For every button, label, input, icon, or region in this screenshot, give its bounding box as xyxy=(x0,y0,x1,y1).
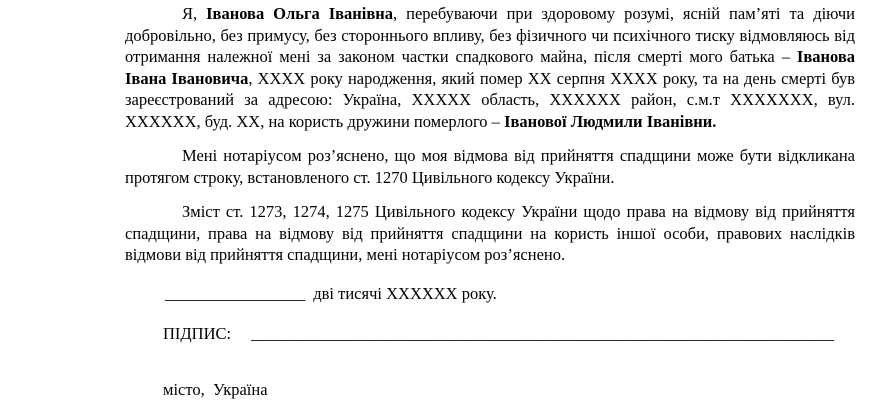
signature-label: ПІДПИС: xyxy=(163,324,232,343)
paragraph-declaration xyxy=(125,3,855,132)
document-content xyxy=(125,3,855,400)
city-country-line: місто, Україна xyxy=(163,379,268,399)
date-line xyxy=(125,283,855,305)
beneficiary-name: Іванової Людмили Іванівни. xyxy=(504,111,717,131)
date-text: дві тисячі ХХХХХХ року. xyxy=(313,283,497,303)
declaration-prefix: Я, xyxy=(182,4,207,23)
signature-blank-field: _____________________________________________________________________ xyxy=(251,324,835,343)
declaration-address: , ХХХХ року народження, який помер ХХ серпня ХХХХ року, та на день смерті був зареєстрований за адресою: Україна, ХХХХХ область, ХХХХХХ район, с.м.т ХХХХХХХ, вул. ХХХХХХ, буд. ХХ, на користь дружини померлого – xyxy=(125,68,855,131)
date-blank-field: _________________ xyxy=(165,283,306,303)
paragraph-revocation: Мені нотаріусом роз’яснено, що моя відмова від прийняття спадщини може бути відкликана протягом строку, встановленого ст. 1270 Цивільного кодексу України. xyxy=(125,146,855,187)
paragraph-articles: Зміст ст. 1273, 1274, 1275 Цивільного кодексу України щодо права на відмову від прийняття спадщини, права на відмову від прийняття спадщини на користь іншої особи, правових наслідків відмови від прийняття спадщини, мені нотаріусом роз’яснено. xyxy=(125,202,855,264)
declaration-body: , перебуваючи при здоровому розумі, ясній пам’яті та діючи добровільно, без примусу, без стороннього впливу, без фізичного чи психічного тиску відмовляюсь від отримання належної мені за законом частки спадкового майна, після смерті мого батька – xyxy=(125,4,855,66)
declarant-name: Іванова Ольга Іванівна xyxy=(206,4,394,23)
signature-line xyxy=(125,323,855,345)
deceased-father-name: Іванова Івана Івановича xyxy=(125,47,855,88)
